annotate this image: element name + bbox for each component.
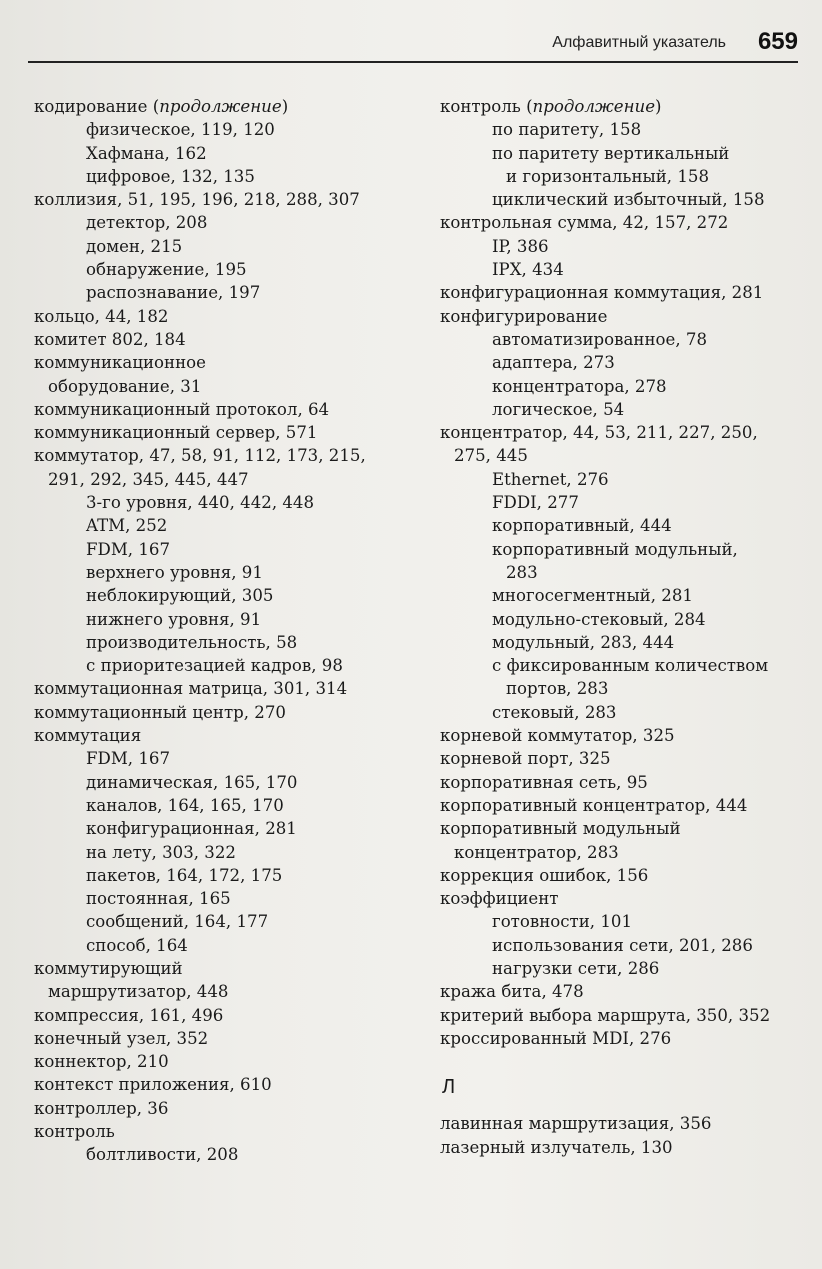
index-entry [440,211,810,234]
index-entry-text: сообщений, 164, 177 [86,912,269,932]
index-entry [34,375,422,398]
index-entry-continuation: продолжение [532,97,656,116]
index-entry [440,934,810,957]
index-entry [34,677,422,700]
index-entry-text: обнаружение, 195 [86,260,247,280]
index-entry-text: FDDI, 277 [492,493,579,513]
index-entry-text: на лету, 303, 322 [86,842,236,862]
index-entry [440,677,810,700]
index-entry-text: IP, 386 [492,236,549,256]
index-entry [34,1143,422,1166]
index-entry [34,910,422,933]
index-column-right [440,95,810,1159]
index-entry-text: ATM, 252 [86,516,168,536]
index-entry-text: IPX, 434 [492,260,564,280]
index-entry [440,887,810,910]
index-entry-text: верхнего уровня, 91 [86,562,263,582]
index-entry [440,1136,810,1159]
index-entry [34,421,422,444]
index-entry-text: контекст приложения, 610 [34,1075,272,1095]
index-entry [34,281,422,304]
index-entry-text: болтливости, 208 [86,1145,239,1165]
index-entry-text: корпоративный, 444 [492,516,672,536]
index-entry [34,351,422,374]
index-entry [34,188,422,211]
index-entry [34,235,422,258]
index-entry-text: модульно-стековый, 284 [492,609,706,629]
index-entry-text: конфигурационная, 281 [86,819,297,839]
index-entry [34,654,422,677]
index-entry [34,514,422,537]
index-entry-text: распознавание, 197 [86,283,261,303]
index-entry [440,188,810,211]
index-entry [34,1050,422,1073]
index-entry-text: кольцо, 44, 182 [34,306,169,326]
index-entry-text: модульный, 283, 444 [492,632,675,652]
index-entry-text: корпоративный модульный, [492,539,738,559]
index-entry [440,491,810,514]
index-entry-text: компрессия, 161, 496 [34,1005,224,1025]
index-entry-text: детектор, 208 [86,213,208,233]
index-entry-text: по паритету вертикальный [492,143,730,163]
index-entry [440,654,810,677]
index-entry-text: способ, 164 [86,935,188,955]
index-entry-text: критерий выбора маршрута, 350, 352 [440,1005,771,1025]
index-entry [34,328,422,351]
index-entry-text: кроссированный MDI, 276 [440,1028,672,1048]
index-entry [440,724,810,747]
index-entry [440,118,810,141]
index-entry-text: кража бита, 478 [440,982,584,1002]
index-entry-text: концентратора, 278 [492,376,667,396]
index-entry [34,95,422,118]
index-entry [440,608,810,631]
running-header-title: Алфавитный указатель [552,34,726,51]
index-entry-text: контроллер, 36 [34,1098,169,1118]
index-entry [34,584,422,607]
index-entry-text: постоянная, 165 [86,889,231,909]
index-entry-text: комитет 802, 184 [34,329,186,349]
index-entry-text: FDM, 167 [86,539,171,559]
index-entry-text: кодирование ( [34,97,160,116]
index-entry [34,165,422,188]
index-entry [440,957,810,980]
index-entry-text: коммутатор, 47, 58, 91, 112, 173, 215, [34,446,366,466]
index-entry [440,468,810,491]
index-entry-text: производительность, 58 [86,632,298,652]
index-entry [34,794,422,817]
index-entry [34,957,422,980]
index-entry-text: по паритету, 158 [492,120,642,140]
index-entry [34,817,422,840]
section-letter: Л [442,1076,456,1099]
index-entry [440,980,810,1003]
index-entry [34,631,422,654]
index-entry [440,95,810,118]
index-entry [440,1004,810,1027]
index-entry [34,118,422,141]
index-entry [440,375,810,398]
index-entry [440,514,810,537]
index-entry [440,771,810,794]
index-entry [440,421,810,444]
index-entry-text: и горизонтальный, 158 [506,166,709,186]
index-entry [440,235,810,258]
index-entry-continuation: продолжение [159,97,282,116]
index-entry-text: коэффициент [440,889,559,909]
index-entry [34,887,422,910]
index-entry-text: конечный узел, 352 [34,1028,209,1048]
index-entry-text: пакетов, 164, 172, 175 [86,865,283,885]
index-entry [34,491,422,514]
index-entry-text: 275, 445 [454,446,528,466]
index-entry [34,608,422,631]
index-entry-text: корпоративная сеть, 95 [440,772,648,792]
index-entry [440,1027,810,1050]
index-entry-text: цифровое, 132, 135 [86,166,255,186]
index-entry [440,747,810,770]
index-entry-text: коллизия, 51, 195, 196, 218, 288, 307 [34,190,360,210]
index-entry-text: коммутирующий [34,958,183,978]
index-entry [440,561,810,584]
index-entry-text: 291, 292, 345, 445, 447 [48,469,249,489]
index-entry-text: коммуникационное [34,353,206,373]
index-entry [440,584,810,607]
index-entry [34,1027,422,1050]
index-entry [34,934,422,957]
index-entry-text: концентратор, 44, 53, 211, 227, 250, [440,423,758,443]
index-entry [440,165,810,188]
index-entry-text: готовности, 101 [492,912,633,932]
index-entry-text: многосегментный, 281 [492,586,693,606]
index-entry-text: Хафмана, 162 [86,143,207,163]
index-entry-text: контроль [34,1122,115,1142]
index-entry-text: логическое, 54 [492,399,625,419]
index-entry [34,864,422,887]
index-entry [440,258,810,281]
index-entry-text: Ethernet, 276 [492,469,609,489]
index-entry-text: коннектор, 210 [34,1052,169,1072]
index-entry-text: 3-го уровня, 440, 442, 448 [86,493,315,513]
index-entry [34,305,422,328]
index-entry-text: циклический избыточный, 158 [492,190,765,210]
index-entry [440,398,810,421]
index-entry-text: коммуникационный сервер, 571 [34,423,318,443]
index-entry [440,281,810,304]
index-entry [34,142,422,165]
index-entry-text: коррекция ошибок, 156 [440,865,649,885]
index-entry-text: портов, 283 [506,679,609,699]
running-header [28,30,798,64]
index-entry [34,747,422,770]
index-entry [34,841,422,864]
index-entry-text: нижнего уровня, 91 [86,609,262,629]
index-entry-text: маршрутизатор, 448 [48,982,229,1002]
index-entry-text: концентратор, 283 [454,842,619,862]
index-entry-text: коммутационный центр, 270 [34,702,286,722]
index-entry [440,631,810,654]
index-entry-text: контроль ( [440,97,533,116]
index-entry-text: использования сети, 201, 286 [492,935,753,955]
index-entry [34,211,422,234]
index-entry [440,841,810,864]
index-entry-text: нагрузки сети, 286 [492,958,660,978]
index-entry [440,305,810,328]
index-column-left [34,95,422,1167]
index-entry-text: физическое, 119, 120 [86,120,275,140]
index-entry [440,444,810,467]
index-entry-text: конфигурационная коммутация, 281 [440,283,764,303]
index-entry [34,444,422,467]
index-entry [440,910,810,933]
index-entry [440,1112,810,1135]
index-entry-text: конфигурирование [440,306,608,326]
index-entry [34,258,422,281]
index-entry-text: коммутация [34,726,142,746]
index-entry [440,328,810,351]
index-entry-text: стековый, 283 [492,702,617,722]
index-entry [440,351,810,374]
index-entry-text: коммуникационный протокол, 64 [34,399,330,419]
header-rule [28,61,798,63]
index-entry [34,561,422,584]
index-entry [34,1073,422,1096]
page-number: 659 [757,28,798,55]
index-entry-text: лазерный излучатель, 130 [440,1137,673,1157]
index-entry-text-end: ) [655,97,662,116]
index-entry-text: контрольная сумма, 42, 157, 272 [440,213,729,233]
index-entry-text: корневой коммутатор, 325 [440,726,675,746]
index-entry [440,142,810,165]
index-entry-text: коммутационная матрица, 301, 314 [34,679,348,699]
index-entry-text: автоматизированное, 78 [492,329,707,349]
index-entry [440,817,810,840]
index-entry [34,980,422,1003]
index-entry-text: оборудование, 31 [48,376,202,396]
index-entry-text: домен, 215 [86,236,183,256]
index-entry [34,1097,422,1120]
index-entry-text: FDM, 167 [86,749,171,769]
index-entry [440,794,810,817]
index-entry [34,398,422,421]
index-entry-text: с фиксированным количеством [492,656,769,676]
index-entry [34,538,422,561]
index-entry-text: динамическая, 165, 170 [86,772,298,792]
index-entry [34,1120,422,1143]
index-entry [34,771,422,794]
index-entry-text: лавинная маршрутизация, 356 [440,1114,712,1134]
index-entry-text: неблокирующий, 305 [86,586,274,606]
index-entry-text: с приоритезацией кадров, 98 [86,656,343,676]
index-entry-text: корпоративный модульный [440,819,681,839]
index-entry [440,701,810,724]
index-entry [34,1004,422,1027]
index-entry [34,701,422,724]
index-entry [34,468,422,491]
index-entry [440,538,810,561]
index-entry-text: каналов, 164, 165, 170 [86,795,284,815]
index-entry-text: корневой порт, 325 [440,749,611,769]
index-entry-text-end: ) [281,97,289,116]
index-entry [34,724,422,747]
index-entry [440,864,810,887]
index-entry-text: адаптера, 273 [492,353,615,373]
index-entry-text: корпоративный концентратор, 444 [440,795,748,815]
index-entry-text: 283 [506,562,538,582]
